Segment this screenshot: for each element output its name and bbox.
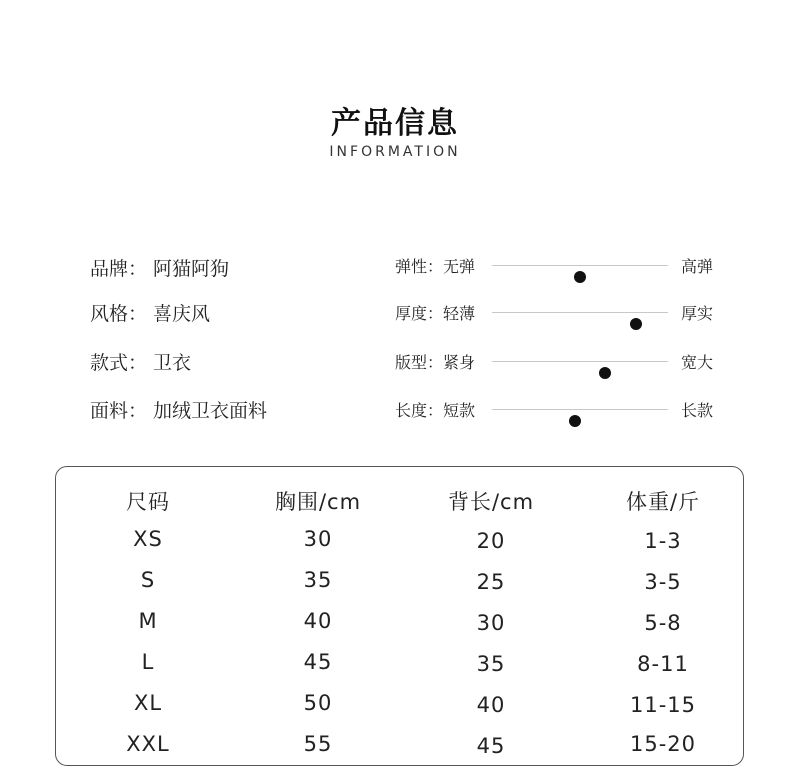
table-cell: XS <box>133 527 163 551</box>
table-cell: 55 <box>303 732 333 756</box>
scale-end-label: 长款 <box>681 401 714 420</box>
table-cell: 20 <box>476 529 506 553</box>
table-cell: 30 <box>476 611 506 635</box>
info-label: 风格： <box>90 303 148 325</box>
info-label: 品牌： <box>90 258 148 280</box>
info-fabric <box>90 396 267 423</box>
table-cell: 30 <box>303 527 333 551</box>
scale-knob <box>574 271 586 283</box>
scale-length <box>395 398 725 422</box>
info-brand <box>90 254 229 281</box>
table-cell: 25 <box>476 570 506 594</box>
table-cell: 35 <box>303 568 333 592</box>
table-cell: L <box>141 650 155 674</box>
scale-label: 长度：短款 <box>395 401 476 420</box>
info-value: 阿猫阿狗 <box>153 258 230 280</box>
table-cell: 45 <box>303 650 333 674</box>
scale-thickness <box>395 301 725 325</box>
table-cell: 40 <box>303 609 333 633</box>
table-header-chest: 胸围/cm <box>274 490 362 514</box>
info-value: 喜庆风 <box>153 303 211 325</box>
table-header-back: 背长/cm <box>447 490 535 514</box>
scale-fit <box>395 350 725 374</box>
table-cell: 40 <box>476 693 506 717</box>
info-type <box>90 348 191 375</box>
size-table <box>55 466 744 766</box>
page-subtitle: INFORMATION <box>329 144 461 160</box>
info-style <box>90 299 210 326</box>
table-cell: M <box>138 609 158 633</box>
info-label: 面料： <box>90 400 148 422</box>
page-title: 产品信息 <box>331 106 459 141</box>
scale-track <box>492 265 668 266</box>
scale-end-label: 厚实 <box>681 304 714 323</box>
table-cell: S <box>140 568 156 592</box>
scale-knob <box>569 415 581 427</box>
table-cell: 11-15 <box>629 693 697 717</box>
table-cell: 1-3 <box>644 529 682 553</box>
info-value: 卫衣 <box>153 352 192 374</box>
table-cell: 5-8 <box>644 611 682 635</box>
table-cell: 8-11 <box>637 652 689 676</box>
scale-track <box>492 409 668 410</box>
table-cell: 3-5 <box>644 570 682 594</box>
table-header-weight: 体重/斤 <box>625 490 701 514</box>
table-cell: 50 <box>303 691 333 715</box>
info-value: 加绒卫衣面料 <box>153 400 268 422</box>
table-cell: XL <box>133 691 163 715</box>
scale-label: 厚度：轻薄 <box>395 304 476 323</box>
table-header-size: 尺码 <box>126 490 170 514</box>
scale-end-label: 宽大 <box>681 353 714 372</box>
table-cell: XXL <box>126 732 170 756</box>
scale-elasticity <box>395 254 725 278</box>
scale-knob <box>599 367 611 379</box>
table-cell: 15-20 <box>629 732 697 756</box>
scale-label: 版型：紧身 <box>395 353 476 372</box>
scale-track <box>492 312 668 313</box>
table-cell: 45 <box>476 734 506 758</box>
scale-end-label: 高弹 <box>681 257 714 276</box>
table-cell: 35 <box>476 652 506 676</box>
scale-track <box>492 361 668 362</box>
info-label: 款式： <box>90 352 148 374</box>
scale-knob <box>630 318 642 330</box>
scale-label: 弹性：无弹 <box>395 257 476 276</box>
